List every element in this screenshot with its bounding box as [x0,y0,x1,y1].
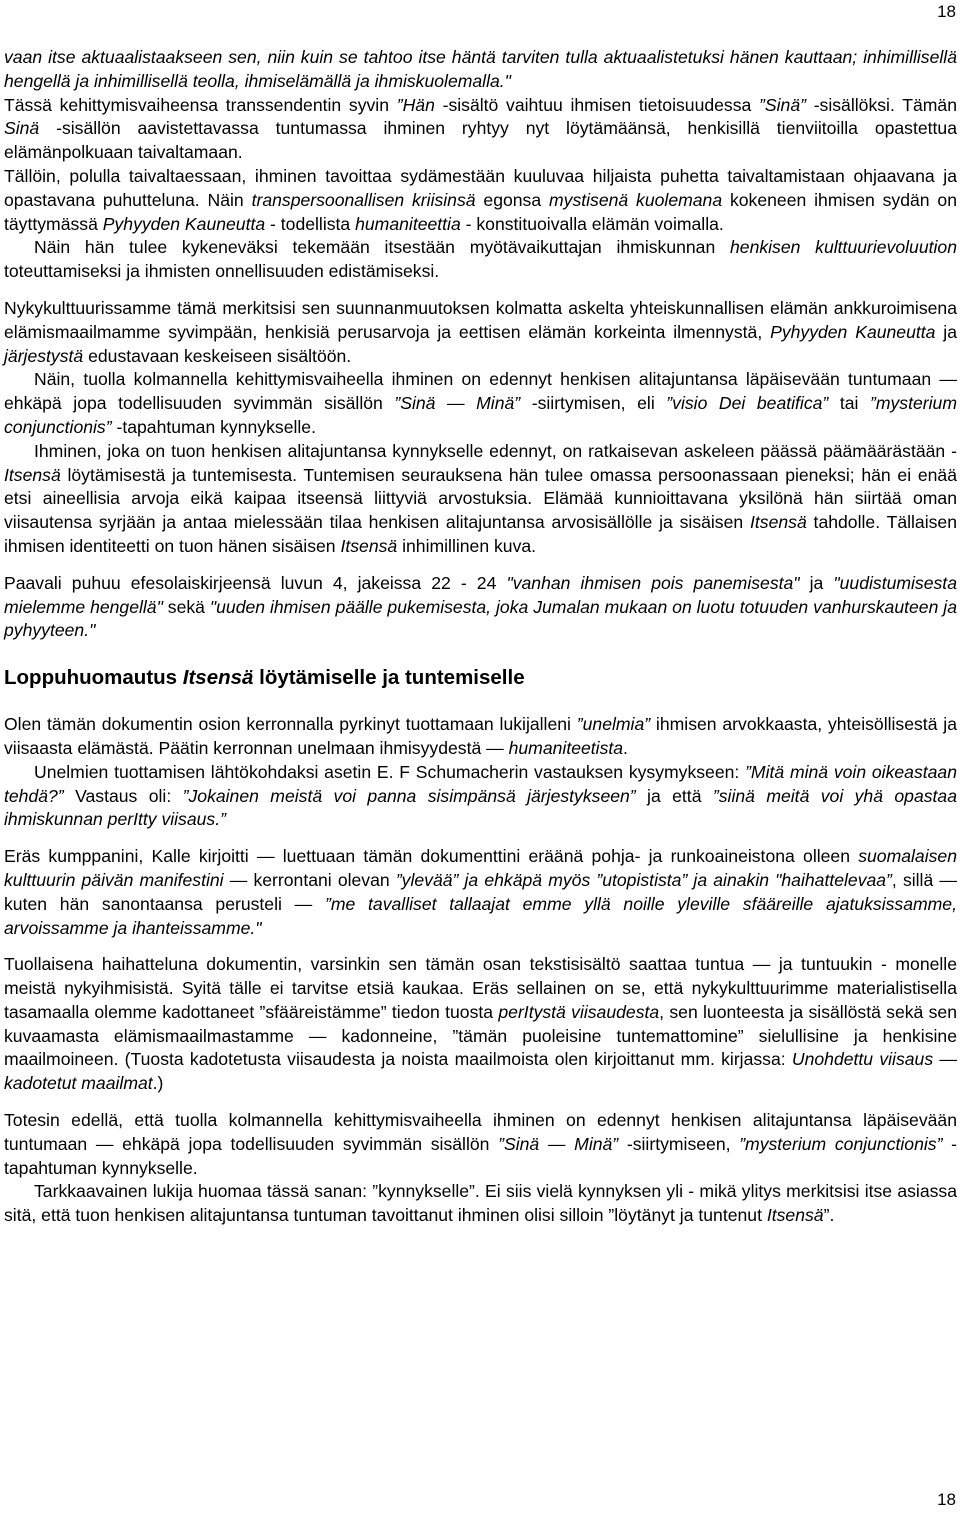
text-run: Tässä kehittymisvaiheensa transsendentin syvin [4,94,397,115]
text-run: . [623,737,628,758]
text-run: -sisältö vaihtuu ihmisen tietoisuudessa [434,94,760,115]
section-final-note [4,713,957,1228]
emphasis-text: perItystä viisaudesta [498,1001,660,1022]
text-run: Näin, tuolla kolmannella kehittymisvaiheella ihminen on edennyt henkisen alitajuntansa läpäisevään tuntumaan — ehkäpä jopa todellisuuden syvimmän sisällön [4,369,957,414]
text-run: egonsa [475,189,549,210]
emphasis-text: humaniteetista [508,737,624,758]
text-run: -siirtymisen, eli [520,393,667,414]
emphasis-text: Itsensä [766,1205,824,1226]
emphasis-text: ”Jokainen meistä voi panna sisimpänsä järjestykseen” [182,785,636,806]
emphasis-text: ”Mitä minä voin oikeastaan tehdä?” [4,761,957,806]
text-run: -sisällön aavistettavassa tuntumassa ihminen ryhtyy nyt löytämäänsä, henkisillä tienviitoilla opastettua elämänpolkuaan taivaltamaan. [4,118,957,163]
document-body [4,46,957,1228]
paragraph [4,46,957,94]
paragraph [4,236,957,284]
emphasis-text: "uudistumisesta mielemme hengellä" [4,572,957,617]
text-run: , sen luonteesta ja sisällöstä sekä sen kuvaamasta elämismaailmastamme — kadonneine, ”tämän puoleisine tuntemattomine” sielullisine ja henkisine maailmoineen. (Tuosta kadotetusta viisaudesta ja noista maailmoista olen kirjoittanut mm. kirjassa: [4,1001,957,1070]
page-number-top: 18 [937,2,956,21]
paragraph [4,713,957,761]
paragraph [4,845,957,940]
text-run: - todellista [265,213,356,234]
text-run: - konstituoivalla elämän voimalla. [460,213,724,234]
text-run: ”. [823,1205,835,1226]
text-run: Tuollaisena haihatteluna dokumentin, varsinkin sen tämän osan tekstisisältö saattaa tuntua — ja tuntuukin - monelle meistä nykyihmisistä. Syitä tälle ei tarvitse etsiä kaukaa. Eräs sellainen on se, että nykykulttuurimme materialistisella tasamaalla olemme kadottaneet ”sfääreistämme” tiedon tuosta [4,954,957,1022]
paragraph [4,1109,957,1180]
emphasis-text: ”visio Dei beatifica” [666,393,829,414]
emphasis-text: Pyhyyden Kauneutta [770,321,936,342]
emphasis-text: ”Sinä” [759,94,806,115]
emphasis-text: vaan itse aktuaalistaakseen sen, niin kuin se tahtoo itse häntä tarviten tulla aktuaalistetuksi hänen kauttaan; inhimillisellä hengellä ja inhimillisellä teolla, ihmiselämällä ja ihmiskuolemalla." [4,47,957,91]
text-run: -sisällöksi. Tämän [805,94,957,115]
emphasis-text: järjestystä [4,345,84,366]
text-run: Paavali puhuu efesolaiskirjeensä luvun 4, jakeissa 22 - 24 [4,572,507,593]
text-run: sekä [162,596,210,617]
text-run: tahdolle. Tällaisen ihmisen identiteetti on tuon hänen sisäisen [4,512,957,556]
text-run: Totesin edellä, että tuolla kolmannella kehittymisvaiheella ihminen on edennyt henkisen alitajuntansa läpäisevään tuntumaan — ehkäpä jopa todellisuuden syvimmän sisällön [4,1110,957,1154]
text-run: ja että [635,785,713,806]
emphasis-text: Unohdettu viisaus — kadotetut maailmat [4,1049,957,1094]
emphasis-text: humaniteettia [355,213,461,234]
emphasis-text: Pyhyyden Kauneutta [102,213,266,234]
paragraph [4,297,957,368]
text-run: ihmisen arvokkaasta, yhteisöllisestä ja viisaasta elämästä. Päätin kerronnan unelmaan ihmisyydestä — [4,714,957,758]
emphasis-text: suomalaisen kulttuurin päivän manifestini [4,846,957,890]
text-run: inhimillinen kuva. [397,535,537,556]
text-run: Nykykulttuurissamme tämä merkitsisi sen suunnanmuutoksen kolmatta askelta yhteiskunnallisen elämän ankkuroimisena elämismaailmamme syvimpään, henkisiä perusarvoja ja eettisen elämän korkeinta ilmennystä, [4,297,957,342]
page-number-bottom: 18 [937,1490,956,1509]
section-main [4,46,957,643]
text-run: — kerrontani olevan [223,869,396,890]
text-run: , sillä — kuten hän sanontaansa perusteli — [4,869,957,914]
paragraph [4,761,957,832]
emphasis-text: ”Sinä — Minä” [498,1133,619,1154]
emphasis-text: ”Sinä — Minä” [394,393,521,414]
emphasis-text: ”me tavalliset tallaajat emme yllä noille yleville sfääreille ajatuksissamme, arvoissamme ja ihanteissamme." [4,893,957,938]
emphasis-text: mystisenä kuolemana [549,189,723,210]
paragraph [4,440,957,559]
emphasis-text: ”unelmia” [576,714,651,735]
text-run: Ihminen, joka on tuon henkisen alitajuntansa kynnykselle edennyt, on ratkaisevan askeleen päässä päämäärästään - [34,440,957,461]
text-run: kokeneen ihmisen sydän on täyttymässä [4,189,957,234]
emphasis-text: ”Hän [396,94,435,115]
text-run: Unelmien tuottamisen lähtökohdaksi asetin E. F Schumacherin vastauksen kysymykseen: [34,761,746,782]
paragraph [4,165,957,236]
text-run: -siirtymiseen, [618,1133,740,1154]
text-run: .) [152,1073,164,1094]
text-run: ja [935,321,957,342]
text-run: Olen tämän dokumentin osion kerronnalla pyrkinyt tuottamaan lukijalleni [4,714,577,735]
text-run: Tarkkaavainen lukija huomaa tässä sanan: ”kynnykselle”. Ei siis vielä kynnyksen yli - mikä ylitys merkitsisi itse asiassa sitä, että tuon henkisen alitajuntansa tuntuman tavoittanut ihminen olisi silloin ”löytänyt ja tuntenut [4,1181,957,1226]
section-heading [4,665,957,691]
text-run: toteuttamiseksi ja ihmisten onnellisuuden edistämiseksi. [4,261,440,282]
emphasis-text: ”ylevää” ja ehkäpä myös ”utopistista” ja ainakin "haihattelevaa” [395,869,892,890]
emphasis-text: henkisen kulttuurievoluution [730,237,957,258]
text-run: Eräs kumppanini, Kalle kirjoitti — luettuaan tämän dokumenttini eräänä pohja- ja runkoaineistona olleen [4,846,859,867]
emphasis-text: Itsensä [4,464,61,485]
text-run: Näin hän tulee kykeneväksi tekemään itsestään myötävaikuttajan ihmiskunnan [34,237,730,258]
paragraph [4,572,957,643]
text-run: ja [799,572,834,593]
text-run: edustavaan keskeiseen sisältöön. [83,345,352,366]
paragraph [4,94,957,165]
text-run: Tällöin, polulla taivaltaessaan, ihminen tavoittaa sydämestään kuuluvaa hiljaista puhetta taivaltamistaan ohjaavana ja opastavana puhutteluna. Näin [4,165,957,210]
text-run: -tapahtuman kynnykselle. [111,416,316,437]
paragraph [4,368,957,439]
emphasis-text: Itsensä [750,512,807,533]
heading-text-start: Loppuhuomautus [4,666,183,690]
emphasis-text: transpersoonallisen kriisinsä [251,189,476,210]
text-run: Vastaus oli: [63,785,183,806]
paragraph [4,953,957,1096]
emphasis-text: ”siinä meitä voi yhä opastaa ihmiskunnan perItty viisaus.” [4,785,957,830]
heading-text-end: löytämiselle ja tuntemiselle [253,666,525,690]
emphasis-text: Itsensä [340,535,398,556]
heading-text-italic: Itsensä [182,666,254,690]
text-run: -tapahtuman kynnykselle. [4,1133,958,1178]
emphasis-text: ”mysterium conjunctionis” [739,1133,943,1154]
emphasis-text: "uuden ihmisen päälle pukemisesta, joka Jumalan mukaan on luotu totuuden vanhurskauteen ja pyhyyteen." [4,596,957,641]
emphasis-text: Sinä [4,118,40,139]
paragraph [4,1180,957,1228]
emphasis-text: ”mysterium conjunctionis” [4,393,957,437]
text-run: löytämisestä ja tuntemisesta. Tuntemisen seurauksena hän tulee omassa persoonassaan pieneksi; hän ei enää etsi aineellisia arvoja eikä kaipaa itseensä liittyviä arvostuksia. Elämää kunnioittavana yksilönä hän siirtää oman viisautensa syrjään ja antaa mielessään tilaa henkisen alitajuntansa arvosisällölle ja sisäisen [4,464,957,533]
emphasis-text: "vanhan ihmisen pois panemisesta" [506,572,800,593]
text-run: tai [828,393,870,414]
